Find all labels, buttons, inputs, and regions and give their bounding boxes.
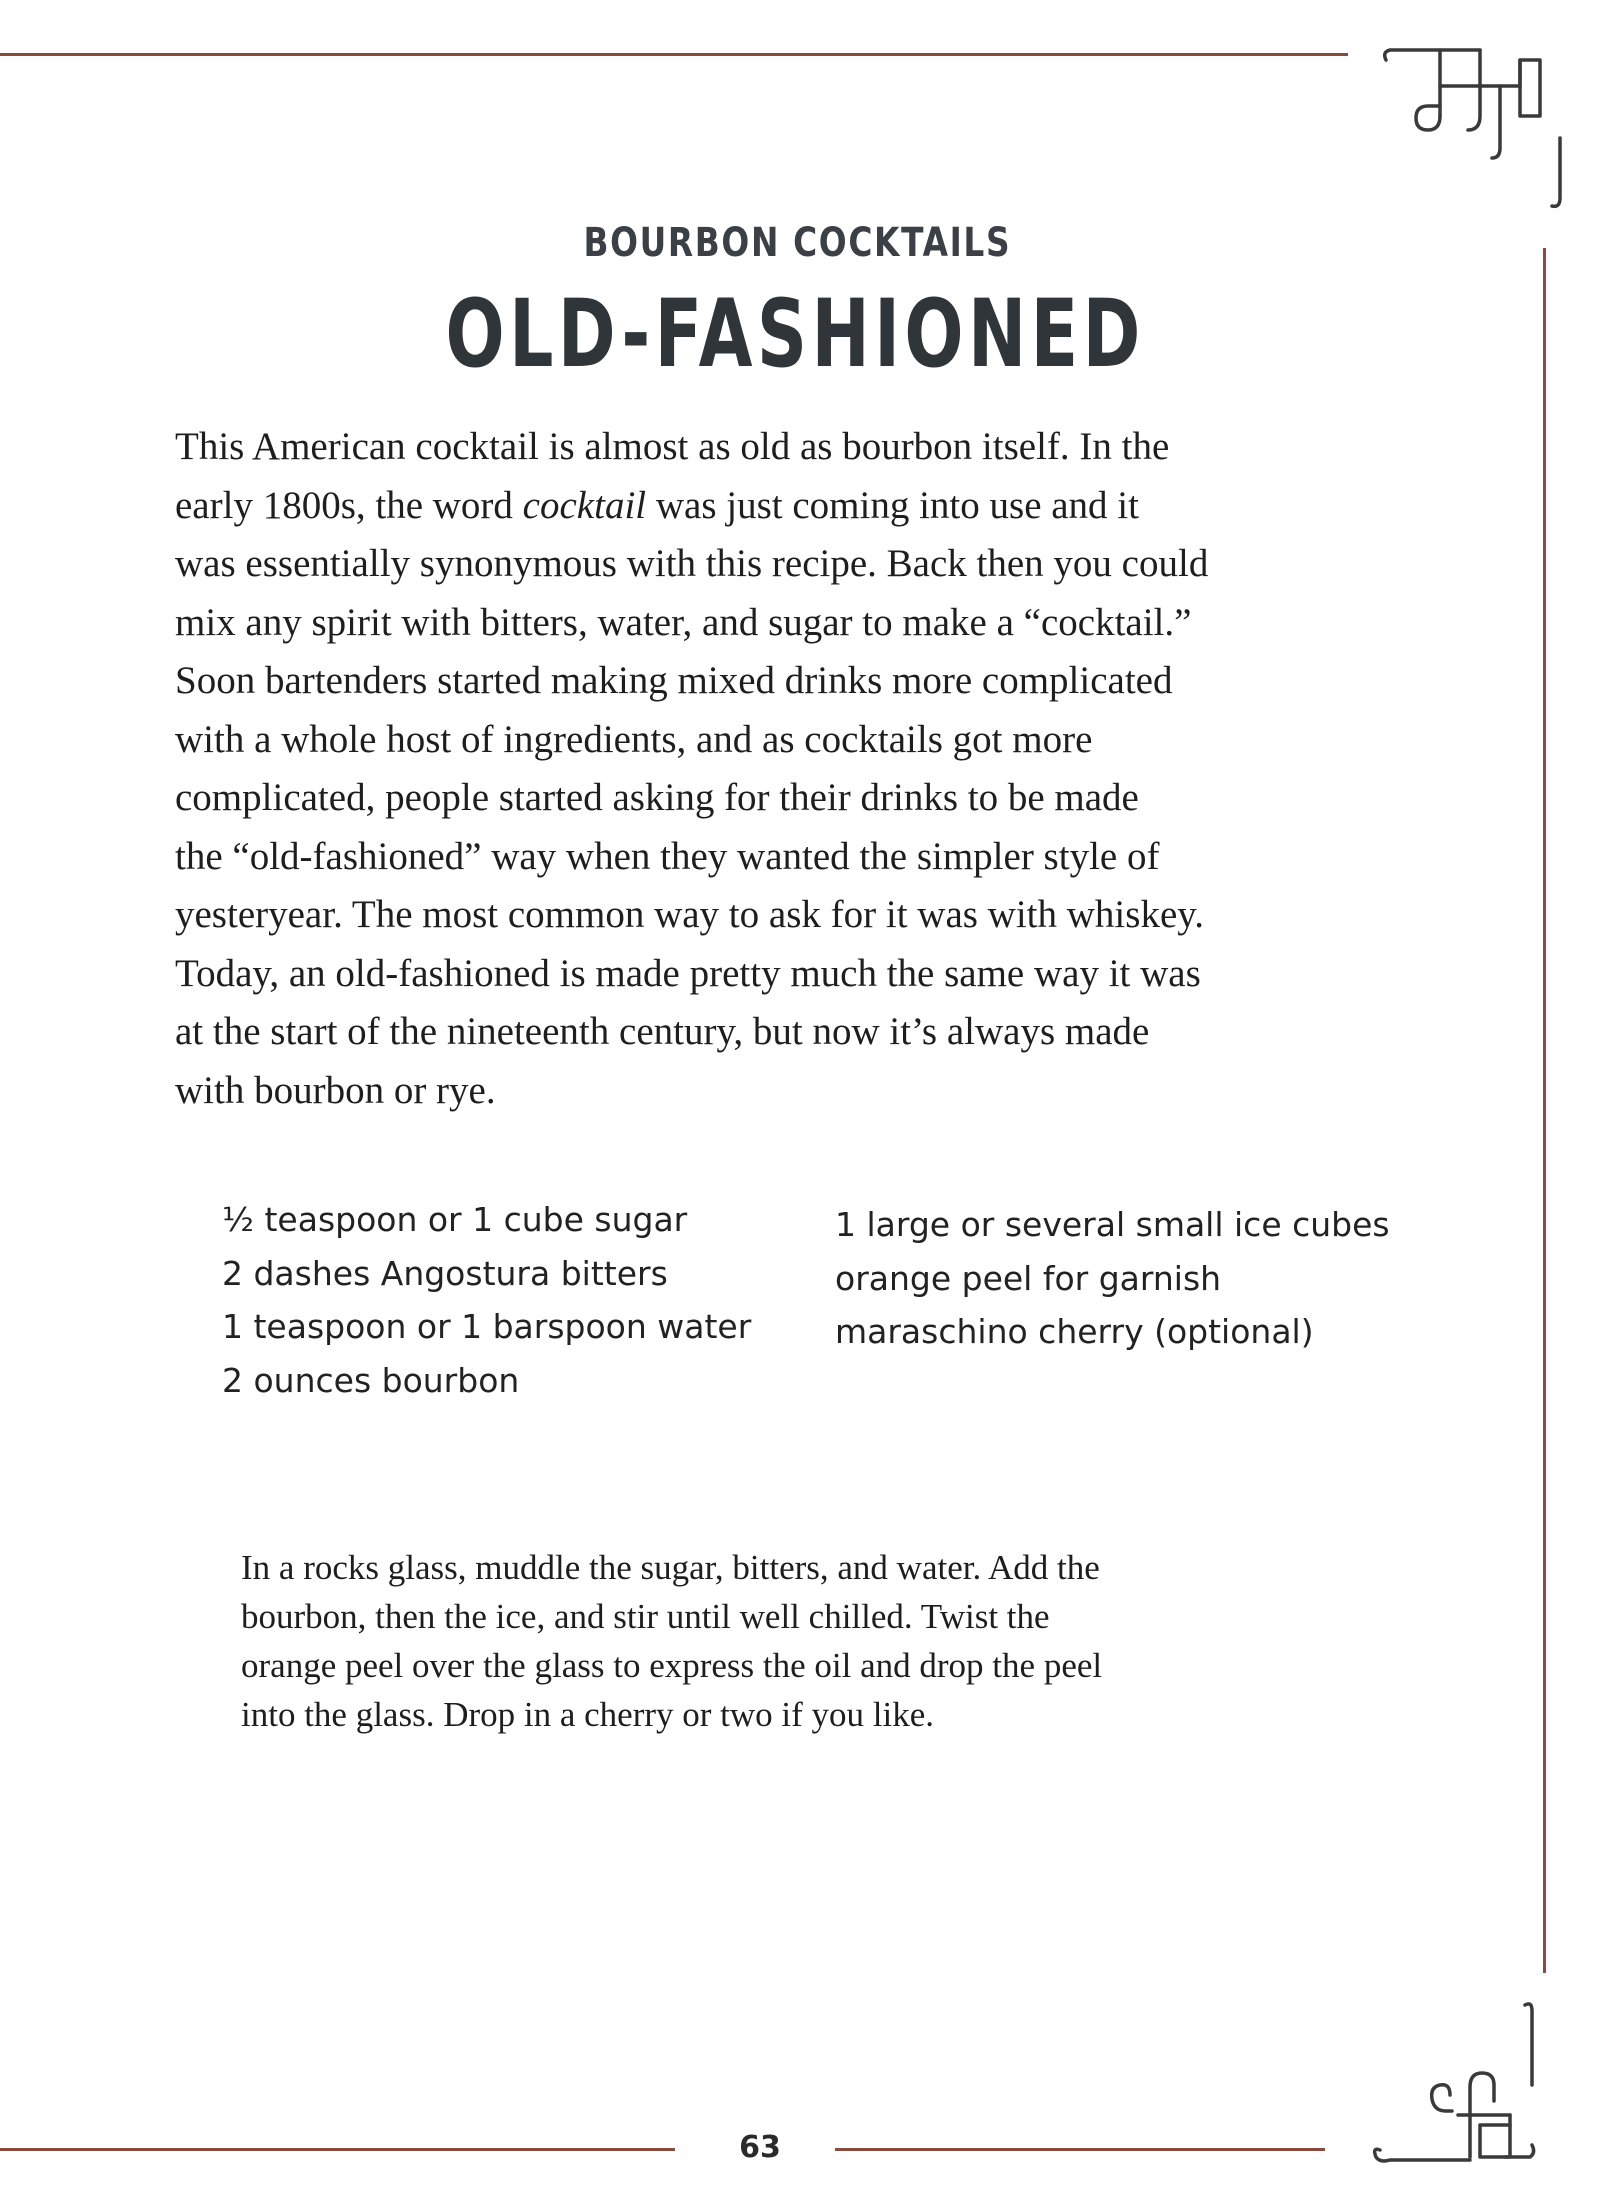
ingredient-item: maraschino cherry (optional) (835, 1312, 1314, 1351)
ingredients-list-right (835, 1198, 1395, 1359)
intro-line-part: early 1800s, the word (175, 483, 523, 527)
instructions-line: into the glass. Drop in a cherry or two if you like. (241, 1695, 935, 1734)
instructions-paragraph (241, 1543, 1261, 1739)
intro-line: mix any spirit with bitters, water, and sugar to make a “cocktail.” (175, 600, 1192, 644)
right-rule (1543, 248, 1546, 1973)
intro-line: yesteryear. The most common way to ask for it was with whiskey. (175, 893, 1204, 936)
intro-line-part: was just coming into use and it (646, 483, 1139, 527)
ingredients-list-left (222, 1193, 782, 1407)
ingredient-item: 1 teaspoon or 1 barspoon water (222, 1307, 752, 1346)
instructions-line: orange peel over the glass to express the oil and drop the peel (241, 1646, 1103, 1685)
bottom-rule-right (835, 2148, 1325, 2151)
intro-line: with bourbon or rye. (175, 1068, 496, 1112)
ingredient-item: 1 large or several small ice cubes (835, 1205, 1390, 1244)
intro-line: the “old-fashioned” way when they wanted the simpler style of (175, 834, 1160, 878)
intro-line (175, 477, 1365, 536)
intro-paragraph (175, 418, 1365, 1120)
page-number: 63 (739, 2130, 781, 2165)
intro-line: complicated, people started asking for their drinks to be made (175, 776, 1139, 819)
fret-ornament-icon (1380, 38, 1580, 218)
instructions-line: bourbon, then the ice, and stir until well chilled. Twist the (241, 1597, 1050, 1636)
instructions-line: In a rocks glass, muddle the sugar, bitters, and water. Add the (241, 1548, 1100, 1587)
ingredient-item: orange peel for garnish (835, 1258, 1222, 1298)
intro-line: was essentially synonymous with this recipe. Back then you could (175, 542, 1209, 585)
top-rule (0, 53, 1348, 56)
recipe-title: OLD-FASHIONED (445, 280, 1145, 389)
intro-line: with a whole host of ingredients, and as cocktails got more (175, 717, 1093, 761)
ingredient-item: ½ teaspoon or 1 cube sugar (222, 1200, 688, 1239)
fret-ornament-icon (1360, 1995, 1565, 2180)
intro-line: Today, an old-fashioned is made pretty much the same way it was (175, 951, 1201, 995)
intro-line: Soon bartenders started making mixed drinks more complicated (175, 659, 1173, 702)
bottom-rule-left (0, 2148, 675, 2151)
intro-italic-word: cocktail (522, 483, 647, 527)
intro-line: at the start of the nineteenth century, but now it’s always made (175, 1010, 1150, 1053)
ingredient-item: 2 ounces bourbon (222, 1360, 520, 1400)
ingredient-item: 2 dashes Angostura bitters (222, 1253, 668, 1293)
section-label: BOURBON COCKTAILS (583, 220, 1012, 266)
intro-line: This American cocktail is almost as old as bourbon itself. In the (175, 425, 1170, 468)
